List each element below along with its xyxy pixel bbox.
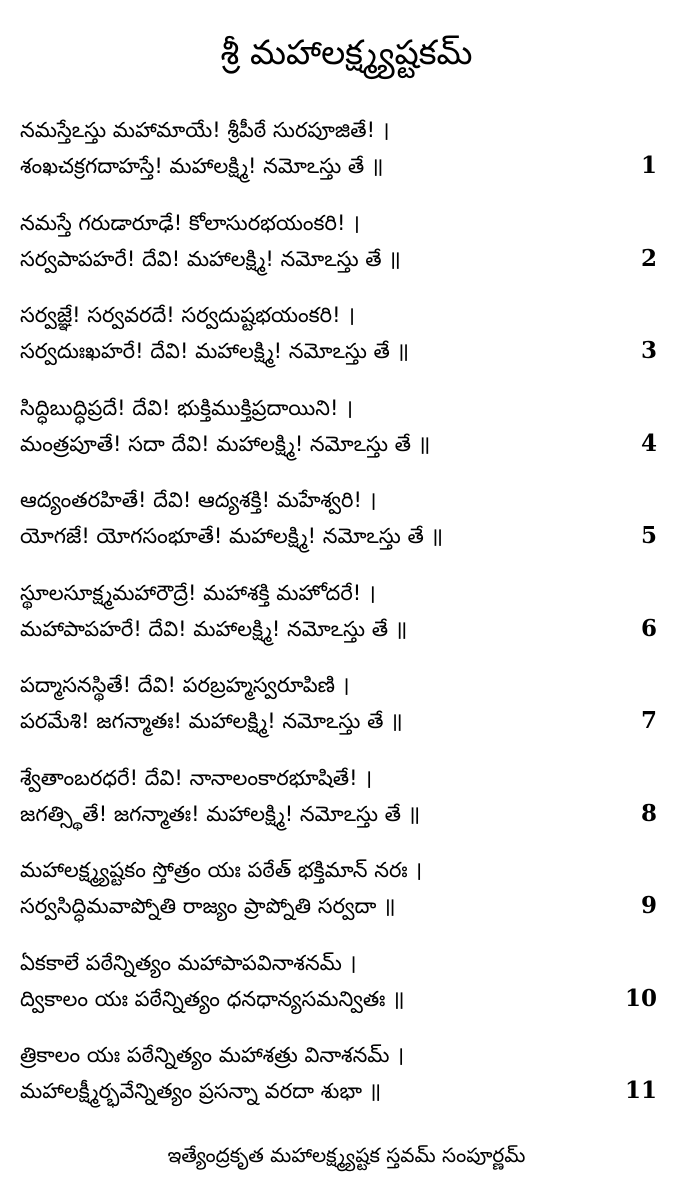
- verse-number: 3: [640, 337, 657, 364]
- verse-line-2: మహాపాపహరే! దేవి! మహాలక్ష్మి! నమోఽస్తు తే ॥: [20, 616, 408, 641]
- verse-line-2: మహాలక్ష్మీర్భవేన్నిత్యం ప్రసన్నా వరదా శుభా ॥: [20, 1079, 382, 1103]
- verse-3: [0, 297, 693, 390]
- verse-line-2: సర్వసిద్ధిమవాప్నోతి రాజ్యం ప్రాప్నోతి సర్వదా ॥: [20, 894, 396, 918]
- verse-number: 1: [640, 152, 657, 179]
- verse-line-2: శంఖచక్రగదాహస్తే! మహాలక్ష్మి! నమోఽస్తు తే ॥: [20, 154, 384, 178]
- verse-line-1: నమస్తేఽస్తు మహామాయే! శ్రీపీఠే సురపూజితే! ।: [20, 118, 390, 142]
- verse-number: 11: [624, 1077, 657, 1104]
- verse-line-1: పద్మాసనస్థితే! దేవి! పరబ్రహ్మస్వరూపిణి ।: [20, 673, 350, 697]
- verse-number: 4: [640, 429, 657, 457]
- verse-line-2: సర్వపాపహరే! దేవి! మహాలక్ష్మి! నమోఽస్తు తే ॥: [20, 246, 401, 271]
- verse-number: 10: [624, 984, 657, 1012]
- verse-11: [0, 1037, 693, 1130]
- verse-5: [0, 482, 693, 575]
- verse-line-1: ఏకకాలే పఠేన్నిత్యం మహాపాపవినాశనమ్ ।: [20, 950, 357, 975]
- verse-2: [0, 205, 693, 298]
- verse-line-1: నమస్తే గరుడారూఢే! కోలాసురభయంకరి! ।: [20, 210, 361, 235]
- verse-7: [0, 667, 693, 760]
- verse-8: [0, 760, 693, 853]
- verse-10: [0, 945, 693, 1038]
- verse-line-1: సిద్ధిబుద్ధిప్రదే! దేవి! భుక్తిముక్తిప్రదాయిని! ।: [20, 395, 354, 420]
- verse-line-2: పరమేశి! జగన్మాతః! మహాలక్ష్మి! నమోఽస్తు తే ॥: [20, 709, 403, 733]
- verse-4: [0, 390, 693, 483]
- verse-line-1: స్థూలసూక్ష్మమహారౌద్రే! మహాశక్తి మహోదరే! ।: [20, 580, 376, 605]
- verse-list: [0, 112, 693, 1130]
- verse-line-1: ఆద్యంతరహితే! దేవి! ఆద్యశక్తి! మహేశ్వరి! ।: [20, 488, 377, 512]
- verse-9: [0, 852, 693, 945]
- verse-line-2: మంత్రపూతే! సదా దేవి! మహాలక్ష్మి! నమోఽస్తు తే ॥: [20, 431, 431, 456]
- verse-line-1: శ్వేతాంబరధరే! దేవి! నానాలంకారభూషితే! ।: [20, 765, 373, 790]
- verse-line-1: సర్వజ్ఞే! సర్వవరదే! సర్వదుష్టభయంకరి! ।: [20, 303, 356, 327]
- verse-line-1: త్రికాలం యః పఠేన్నిత్యం మహాశత్రు వినాశనమ్ ।: [20, 1043, 405, 1067]
- verse-number: 7: [640, 707, 657, 734]
- verse-line-1: మహాలక్ష్మ్యష్టకం స్తోత్రం యః పఠేత్ భక్తిమాన్ నరః ।: [20, 858, 423, 882]
- verse-6: [0, 575, 693, 668]
- verse-1: [0, 112, 693, 205]
- verse-line-2: సర్వదుఃఖహరే! దేవి! మహాలక్ష్మి! నమోఽస్తు తే ॥: [20, 339, 410, 363]
- verse-line-2: ద్వికాలం యః పఠేన్నిత్యం ధనధాన్యసమన్వితః ॥: [20, 986, 405, 1011]
- verse-number: 5: [640, 522, 657, 549]
- colophon: ఇత్యేంద్రకృత మహాలక్ష్మ్యష్టక స్తవమ్ సంపూర్ణమ్: [167, 1143, 526, 1167]
- verse-line-2: యోగజే! యోగసంభూతే! మహాలక్ష్మి! నమోఽస్తు తే ॥: [20, 524, 444, 548]
- verse-number: 6: [640, 614, 657, 642]
- page-title: శ్రీ మహాలక్ష్మ్యష్టకమ్: [220, 33, 473, 73]
- verse-line-2: జగత్స్థితే! జగన్మాతః! మహాలక్ష్మి! నమోఽస్తు తే ॥: [20, 801, 421, 826]
- verse-number: 9: [640, 892, 657, 919]
- verse-number: 2: [640, 244, 657, 272]
- verse-number: 8: [640, 799, 657, 827]
